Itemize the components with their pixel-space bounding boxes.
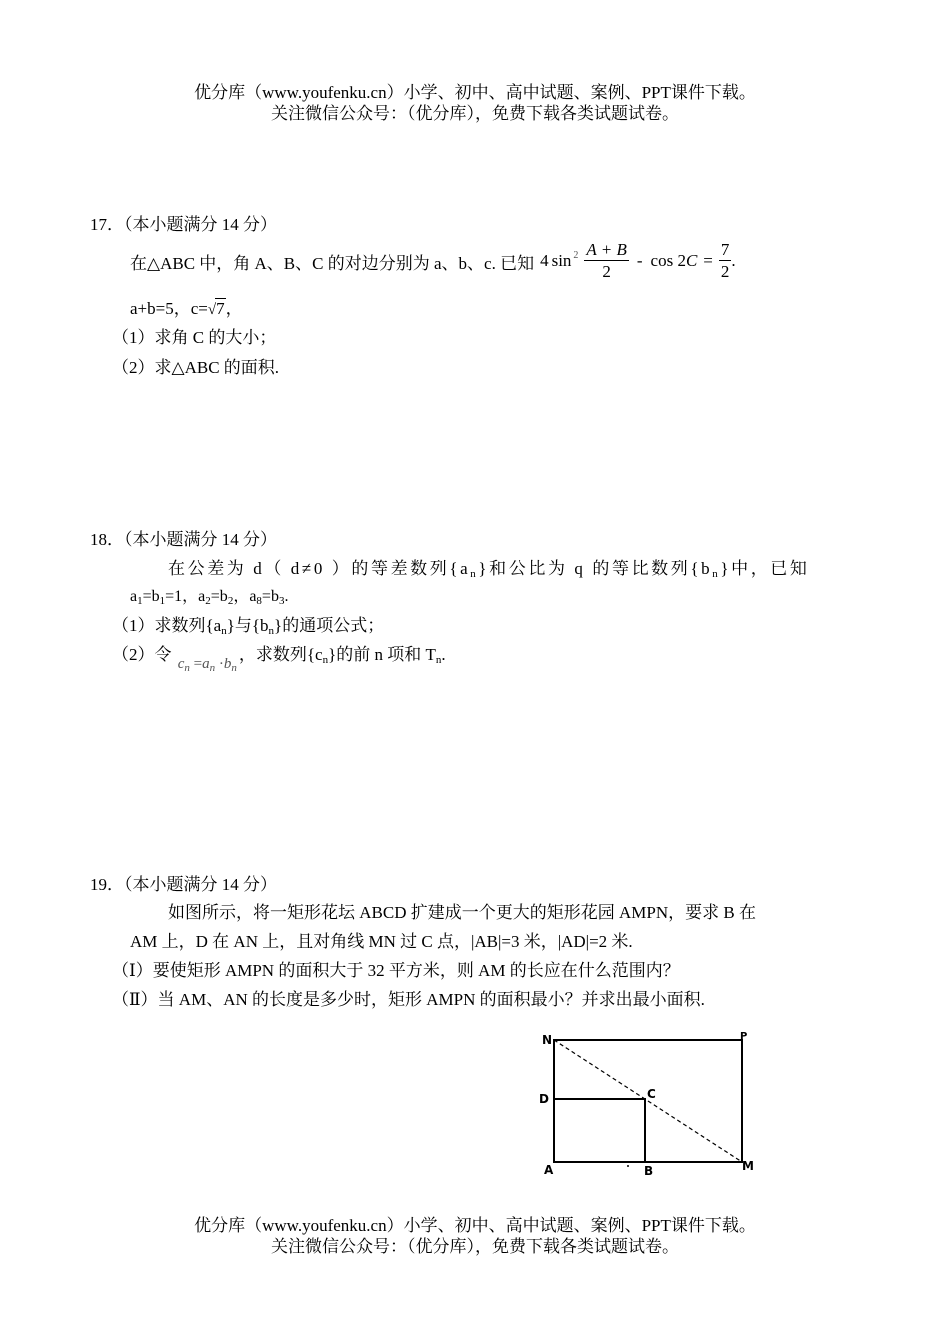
q18-part2-formula — [178, 656, 237, 672]
q17-formula-rhs — [719, 239, 732, 283]
q17-formula-eq: = — [703, 251, 713, 270]
q18-part2-t2: }的前 n 项和 T — [328, 645, 436, 664]
figure-label-B: B — [644, 1164, 654, 1178]
q18-cond-t6: =b — [261, 588, 279, 605]
q17-sqrt: √7 — [207, 299, 225, 318]
q19-stem-line-1: 如图所示，将一矩形花坛 ABCD 扩建成一个更大的矩形花园 AMPN，要求 B 在 — [168, 903, 756, 922]
q19-figure — [530, 1025, 770, 1180]
figure-label-C: C — [647, 1087, 656, 1101]
q18-cond-t4: =b — [210, 588, 228, 605]
figure-rect-ABCD — [554, 1099, 645, 1162]
q18-cond-t3: =1，a — [165, 588, 206, 605]
footer-line-2: 关注微信公众号：（优分库），免费下载各类试题试卷。 — [271, 1237, 679, 1256]
q17-formula-cos: cos 2 — [650, 251, 686, 270]
q18-cond-s6: 3 — [278, 595, 285, 607]
header-line-1: 优分库（www.youfenku.cn）小学、初中、高中试题、案例、PPT课件下载。 — [194, 83, 756, 102]
q18-stem-part-3: }中，已知 — [720, 559, 810, 578]
q17-formula-rhs-num: 7 — [720, 240, 730, 259]
figure-label-N: N — [542, 1033, 553, 1047]
figure-diagonal-MN — [554, 1040, 742, 1162]
q17-stem — [130, 236, 736, 286]
q18-stem-sub-1: n — [470, 568, 479, 580]
q17-formula-rhs-den: 2 — [720, 262, 730, 281]
q18-formula-a-sub: n — [209, 662, 216, 674]
q18-part-2 — [112, 640, 446, 674]
q18-cond-s4: 2 — [227, 595, 234, 607]
q17-formula-num: A + B — [586, 240, 627, 259]
q17-formula-sin: sin — [551, 251, 572, 270]
q18-cond-s2: 1 — [159, 595, 166, 607]
q18-part1-s2: n — [268, 625, 275, 637]
q18-formula-c: c — [177, 656, 185, 672]
q18-part1-t2: }与{b — [226, 616, 269, 635]
q17-sqrt-value: 7 — [216, 299, 225, 318]
q17-formula-minus: - — [636, 251, 643, 270]
q18-part2-s2: n — [435, 654, 442, 666]
q17-condition-suffix: ， — [225, 299, 243, 318]
q18-formula-a: a — [202, 656, 210, 672]
q18-stem-part-2: }和公比为 q 的等比数列{b — [478, 559, 713, 578]
q19-title: 19．（本小题满分 14 分） — [90, 875, 277, 894]
q17-formula-end: . — [731, 251, 736, 270]
q18-cond-t7: . — [284, 588, 289, 605]
q18-formula-c-sub: n — [184, 662, 190, 674]
q17-stem-text: 在△ABC 中，角 A、B、C 的对边分别为 a、b、c. 已知 — [130, 253, 535, 273]
q18-part-1 — [112, 611, 384, 637]
q18-title: 18．（本小题满分 14 分） — [90, 530, 277, 549]
q18-formula-b: b — [223, 656, 232, 672]
q18-part1-s1: n — [221, 625, 227, 637]
q17-part-2: （2）求△ABC 的面积. — [112, 358, 280, 377]
figure-label-A: A — [544, 1163, 554, 1177]
figure-label-D: D — [539, 1092, 549, 1106]
q18-cond-s3: 2 — [205, 595, 211, 607]
q18-stem-part-1: 在公差为 d（ d≠0 ）的等差数列{a — [168, 559, 471, 578]
q19-part-2: （Ⅱ）当 AM、AN 的长度是多少时，矩形 AMPN 的面积最小？并求出最小面积. — [112, 990, 705, 1009]
q18-condition — [130, 583, 288, 607]
q18-part2-s1: n — [322, 654, 329, 666]
q18-stem-sub-2: n — [712, 568, 721, 580]
q17-formula-cos-var: C — [685, 251, 698, 270]
q17-formula-fraction — [584, 239, 628, 283]
q19-stem-line-2: AM 上，D 在 AN 上，且对角线 MN 过 C 点，|AB|=3 米，|AD|=2 米. — [130, 932, 633, 951]
figure-label-P: P — [740, 1031, 748, 1042]
q18-formula-dot: · — [218, 656, 224, 672]
q17-formula-exp: 2 — [573, 249, 579, 261]
figure-label-M: M — [742, 1159, 754, 1173]
q17-formula — [540, 239, 736, 283]
q18-part1-t1: （1）求数列{a — [112, 616, 222, 635]
q17-title: 17．（本小题满分 14 分） — [90, 215, 277, 234]
q18-formula-eq: = — [193, 656, 203, 672]
q18-cond-t1: a — [130, 588, 138, 605]
figure-dot — [627, 1165, 629, 1167]
q18-part1-t3: }的通项公式； — [274, 616, 385, 635]
q17-part-1: （1）求角 C 的大小； — [112, 328, 277, 347]
q17-formula-coef: 4 — [540, 251, 549, 270]
q18-cond-s1: 1 — [137, 595, 143, 607]
q17-condition — [130, 294, 243, 319]
q17-condition-prefix: a+b=5，c= — [130, 299, 208, 318]
q18-part2-t3: . — [441, 645, 446, 664]
q18-cond-s5: 8 — [256, 595, 262, 607]
q18-cond-t2: =b — [142, 588, 160, 605]
q18-formula-b-sub: n — [231, 662, 237, 674]
footer-line-1: 优分库（www.youfenku.cn）小学、初中、高中试题、案例、PPT课件下载。 — [194, 1216, 756, 1235]
q18-part2-prefix: （2）令 — [112, 645, 172, 664]
q18-stem — [168, 554, 810, 580]
header-line-2: 关注微信公众号：（优分库），免费下载各类试题试卷。 — [271, 104, 679, 123]
q19-part-1: （Ⅰ）要使矩形 AMPN 的面积大于 32 平方米，则 AM 的长应在什么范围内？ — [112, 961, 680, 980]
q17-formula-den: 2 — [602, 262, 611, 281]
q18-part2-t1: ，求数列{c — [238, 645, 323, 664]
q18-cond-t5: ，a — [233, 588, 257, 605]
